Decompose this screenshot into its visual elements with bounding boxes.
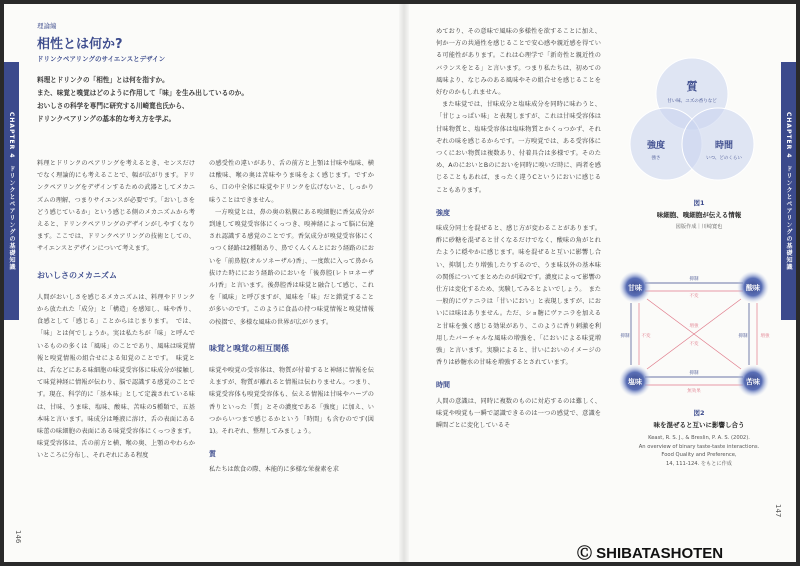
- edge-label: 無効果: [687, 389, 701, 394]
- edge-label: 不変: [641, 334, 651, 339]
- left-column-1: [37, 158, 195, 463]
- page-number-right: 147: [774, 504, 782, 518]
- book-gutter: [399, 4, 409, 562]
- section-heading-mechanism: おいしさのメカニズム: [37, 270, 117, 280]
- figure2-caption: 味を混ぜると互いに影響し合う: [653, 421, 745, 429]
- left-column-2: [209, 158, 374, 477]
- lead-line: ドリンクペアリングの基本的な考え方を学ぶ。: [37, 115, 176, 123]
- section-heading-interaction: 味覚と嗅覚の相互関係: [209, 343, 289, 353]
- figure1-credit: 図版作成｜川崎寛也: [675, 224, 723, 230]
- figure2-citation: [609, 434, 789, 468]
- figure1-venn-diagram: [614, 52, 774, 182]
- category-label: 理論編: [37, 22, 57, 30]
- venn-label-time: 時間: [714, 141, 734, 151]
- page-number-left: 146: [14, 530, 22, 544]
- book-spread: [4, 4, 796, 562]
- figure1-number: 図1: [693, 199, 705, 207]
- venn-sub-time: いつ、どのくらい: [706, 156, 742, 161]
- node-label-sweet: 甘味: [628, 284, 642, 292]
- lead-line: また、味覚と嗅覚はどのように作用して「味」を生み出しているのか。: [37, 89, 248, 97]
- node-label-bitter: 苦味: [746, 378, 760, 386]
- body-paragraph: 味成分同士を混ぜると、感じ方が変わることがあります。酢に砂糖を混ぜると甘くなるだけでなく、酸味の角がとれたように穏やかに感じます。味を混ぜると互いに影響し合い、抑制したり増強したりするので、うま味以外の基本味の関係についてまとめたのが図2です。濃度によって影響の仕方は変化するため、実験してみるとよいでしょう。 また一般的にヴァニラは「甘いにおい」と表現しますが、においには味はありません。ただ、ショ糖にヴァニラを加えると甘味を強く感じる効果があり、このように香り刺激を利用したバーチャルな風味の増強を、「においによる味覚増強」と言います。実験によると、甘いにおいのイメージの香りは砂糖水の甘味を増強するとされています。: [436, 225, 601, 367]
- body-paragraph: また味覚では、甘味成分と塩味成分を同時に味わうと、「甘じょっぱい味」と表現しますが、これは甘味受容体は甘味物質と、塩味受容体は塩味物質とかくっつかず、それぞれの味を感じるからです。一方嗅覚では、ある受容体につくにおい物質は複数あり、付着具合は多様です。そのため、AのにおいとBのにおいを同時に嗅いだ時に、両者を感じることもあれば、まったく違うCというにおいに感じることもあります。: [436, 101, 601, 194]
- intro-paragraph: 料理とドリンクのペアリングを考えるとき、センスだけでなく理論的にも考えることで、幅が広がります。ドリンクペアリングをデザインするための武器としてメカニズムの理解、つまりサイエンスが必要です。「おいしさをどう感じているか」という感じる側のメカニズムから考えると、ドリンクペアリングのデザインがしやすくなります。ここでは、ドリンクペアリングの技術としての、サイエンスとデザインについて考えます。: [37, 160, 195, 253]
- subsection-heading-intensity: 強度: [436, 208, 450, 217]
- body-paragraph: 一方嗅覚とは、鼻の奥の粘膜にある嗅細胞に香気成分が到達して嗅覚受容体にくっつき、嗅神経によって脳に伝達され認識する感覚のことです。香気成分が嗅覚受容体にくっつく経路は2種類あり、鼻でくんくんとにおう経路のにおいを「前鼻腔(オルソネーザル)香」、一度飲に入って鼻から抜けた時ににおう経路のにおいを「後鼻腔(レトロネーザル)香」と言います。後鼻腔香は味覚と融合して感じ、これを「風味」と呼びますが、風味を「味」だと錯覚することが多いのです。このように食品の持つ味覚情報と嗅覚情報の按摺で、多様な風味の世界が広がります。: [209, 208, 374, 326]
- edge-label: 不変: [689, 342, 699, 347]
- page-subtitle: ドリンクペアリングのサイエンスとデザイン: [37, 55, 166, 63]
- copyright-watermark: Ⓒ SHIBATASHOTEN: [577, 545, 724, 562]
- venn-label-intensity: 強度: [646, 141, 666, 151]
- chapter-side-tab-left: CHAPTER 4 ドリンクとペアリングの基礎知識: [4, 62, 19, 320]
- chapter-side-tab-right: CHAPTER 4 ドリンクとペアリングの基礎知識: [781, 62, 796, 320]
- body-paragraph: の感受性の違いがあり、舌の前方と上顎は甘味や塩味、横は酸味、喉の奥は苦味やうま味をよく感じます。ですから、口の中全体に味覚やドリンクを広げないと、しっかり味うことはできません。: [209, 160, 374, 204]
- node-label-sour: 酸味: [746, 284, 760, 292]
- citation-line: Food Quality and Preference,: [661, 452, 737, 458]
- subsection-heading-quality: 質: [209, 450, 216, 459]
- body-paragraph: 人間の意識は、同時に複数のものに対応するのは難しく、味覚や嗅覚も一瞬で認識できるのは一つの感覚で、意識を瞬間ごとに変化しているそ: [436, 397, 601, 430]
- figure2-taste-interaction-diagram: [609, 259, 779, 404]
- edge-label: 抑制: [689, 277, 699, 282]
- venn-sub-quality: 甘い味、ユズの香りなど: [667, 99, 717, 104]
- lead-line: 料理とドリンクの「相性」とは何を指すか。: [37, 76, 169, 84]
- citation-line: 14, 111-124. をもとに作成: [666, 460, 732, 467]
- page-title: 相性とは何か?: [37, 37, 123, 52]
- figure1-caption: 味細胞、嗅細胞が伝える情報: [656, 211, 742, 219]
- venn-sub-intensity: 強さ: [651, 156, 661, 161]
- body-paragraph: めており、その意味で風味の多様性を欲することに加え、何か一方の共通性を感じることで安心感や親近感を得ている可能性があります。これは心理学で「新奇性と親近性のバランスをとる」と言います。つまり私たちは、初めての風味より、なじみのある風味やその組合せを感じることを好むのかもしれません。: [436, 28, 601, 97]
- lead-paragraph: [37, 74, 347, 126]
- body-paragraph: 味覚や嗅覚の受容体は、物質が付着すると神経に情報を伝えますが、物質が離れると情報は伝わりません。つまり、味覚受容体も嗅覚受容体も、伝える情報は甘味やハーブの香りといった「質」とその濃度である「強度」に加え、いつからいつまで感じるかという「時間」も含むのです(図1)。それぞれ、整理してみましょう。: [209, 367, 374, 436]
- node-label-salty: 塩味: [628, 378, 642, 386]
- edge-label: 抑制: [689, 371, 699, 376]
- right-column-1: [436, 26, 601, 432]
- lead-line: おいしさの科学を専門に研究する川崎寛也氏から、: [37, 102, 189, 110]
- edge-label: 増強: [760, 334, 770, 339]
- edge-label: 不変: [689, 294, 699, 299]
- figure2-number: 図2: [693, 409, 705, 417]
- subsection-heading-time: 時間: [436, 381, 450, 390]
- edge-label: 抑制: [620, 334, 630, 339]
- venn-label-quality: 質: [686, 80, 698, 93]
- edge-label: 増強: [689, 324, 699, 329]
- body-paragraph: 人間がおいしさを感じるメカニズムは、料理やドリンクから放たれた「成分」と「構造」を感知し、味や香り、食感として「感じる」ことからはじまります。 では、「味」とは何でしょうか。実は私たちが「味」と呼んでいるものの多くは「風味」のことであり、風味は味覚情報と嗅覚情報の組合せによる知覚のことです。 味覚とは、舌などにある味細胞の味覚受容体に味成分が接触して味覚神経に情報が伝わり、脳で認識する感覚のことです。現在、科学的に「基本味」として定義されている味は、甘味、うま味、塩味、酸味、苦味の5種類で、五基本味と言います。味成分は唾液に溶け、舌の表面にある味蕾の味細胞の表面にある味覚受容体にくっつきます。味覚受容体は、舌の前方と横、喉の奥、上顎のやわらかいところに分布し、それぞれにある程度: [37, 293, 195, 460]
- body-paragraph: 私たちは飲食の際、本能的に多様な栄養素を求: [209, 466, 339, 474]
- citation-line: Keast, R. S. J., & Breslin, P. A. S. (2002).: [648, 435, 750, 441]
- edge-label: 抑制: [738, 334, 748, 339]
- citation-line: An overview of binary taste-taste interactions.: [638, 443, 760, 450]
